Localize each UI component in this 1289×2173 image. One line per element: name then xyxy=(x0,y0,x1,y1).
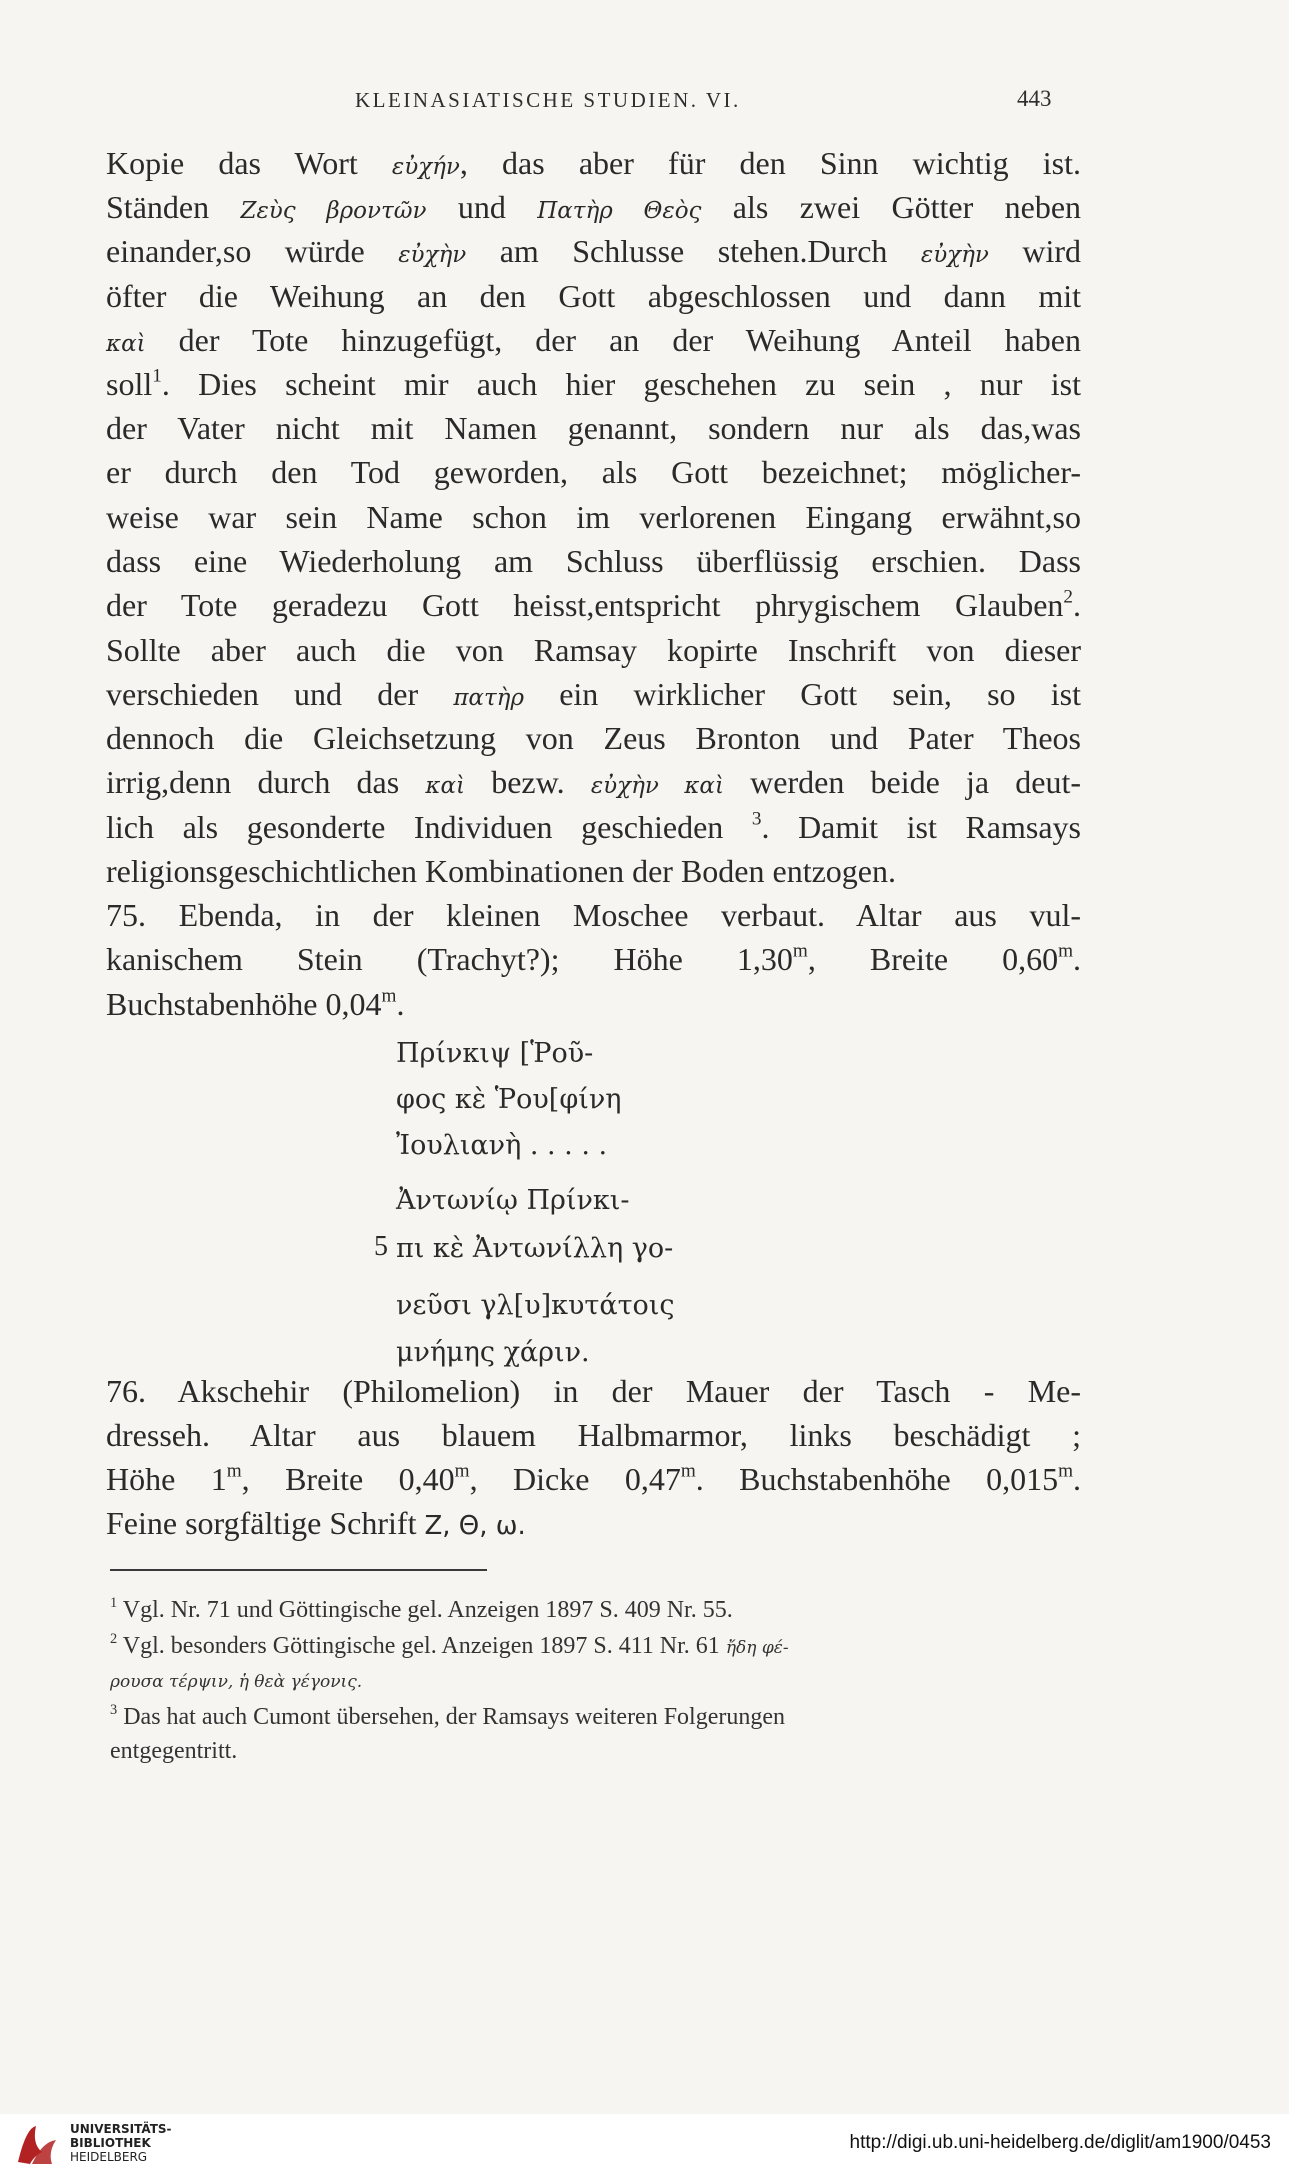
body-line-13: verschieden und der πατὴρ ein wirklicher Gott sein, so ist xyxy=(106,676,1081,712)
footnote-ref-3: 3 xyxy=(751,808,762,830)
body-line-7: der Vater nicht mit Namen genannt, sondern nur als das,was xyxy=(106,410,1081,446)
body-line-15: irrig,denn durch das καὶ bezw. εὐχὴν καὶ werden beide ja deut- xyxy=(106,764,1082,800)
body-line-23: Höhe 1$^m$, Breite 0,40$^m$, Dicke 0,47$^m$. Buchstabenhöhe 0,015$^m$. xyxy=(106,1460,1081,1497)
inscription-line-5: πι κὲ Ἀντωνίλλη γο- xyxy=(396,1233,674,1264)
body-line-22: dresseh. Altar aus blauem Halbmarmor, links beschädigt ; xyxy=(106,1417,1081,1453)
body-line-6: soll$^1$. Dies scheint mir auch hier geschehen zu sein , nur ist xyxy=(106,365,1081,402)
footnote-ref-2: 2 xyxy=(1063,586,1073,608)
body-line-9: weise war sein Name schon im verlorenen Eingang erwähnt,so xyxy=(106,499,1081,535)
body-line-20: Buchstabenhöhe 0,04$^m$. xyxy=(106,985,405,1022)
body-line-2: Ständen Ζεὺς βροντῶν und Πατὴρ Θεὸς als zwei Götter neben xyxy=(106,189,1082,225)
inscription-line-number: 5 xyxy=(374,1231,388,1262)
body-line-5: καὶ der Tote hinzugefügt, der an der Weihung Anteil haben xyxy=(106,322,1081,358)
body-line-4: öfter die Weihung an den Gott abgeschlossen und dann mit xyxy=(106,278,1081,314)
inscription-line-1: Πρίνκιψ [Ῥοῦ- xyxy=(396,1038,594,1069)
body-line-16: lich als gesonderte Individuen geschieden $^3$. Damit ist Ramsays xyxy=(106,808,1082,845)
body-line-18: 75. Ebenda, in der kleinen Moschee verbaut. Altar aus vul- xyxy=(106,897,1081,933)
footnote-1: $^1$ Vgl. Nr. 71 und Göttingische gel. Anzeigen 1897 S. 409 Nr. 55. xyxy=(110,1594,733,1623)
university-library-logo-icon xyxy=(12,2122,60,2168)
footnote-divider xyxy=(110,1569,487,1571)
digital-library-url[interactable]: http://digi.ub.uni-heidelberg.de/diglit/am1900/0453 xyxy=(849,2132,1271,2153)
body-line-24: Feine sorgfältige Schrift Ζ, Θ, ω. xyxy=(106,1505,526,1541)
footnote-ref-1: 1 xyxy=(152,365,162,387)
body-line-14: dennoch die Gleichsetzung von Zeus Bronton und Pater Theos xyxy=(106,720,1081,756)
footnote-3: $^3$ Das hat auch Cumont übersehen, der Ramsays weiteren Folgerungen xyxy=(110,1701,786,1730)
body-line-19: kanischem Stein (Trachyt?); Höhe 1,30$^m$, Breite 0,60$^m$. xyxy=(106,940,1082,977)
body-line-12: Sollte aber auch die von Ramsay kopirte Inschrift von dieser xyxy=(106,632,1081,668)
body-line-3: einander,so würde εὐχὴν am Schlusse stehen.Durch εὐχὴν wird xyxy=(106,233,1081,269)
body-line-1: Kopie das Wort εὐχήν, das aber für den Sinn wichtig ist. xyxy=(106,145,1082,181)
inscription-line-7: μνήμης χάριν. xyxy=(396,1337,590,1368)
body-line-8: er durch den Tod geworden, als Gott bezeichnet; möglicher- xyxy=(106,454,1081,490)
body-line-21: 76. Akschehir (Philomelion) in der Mauer der Tasch - Me- xyxy=(106,1373,1081,1409)
inscription-line-3: Ἰουλιανὴ . . . . . xyxy=(396,1130,608,1161)
inscription-line-6: νεῦσι γλ[υ]κυτάτοις xyxy=(396,1290,675,1321)
footnote-2: $^2$ Vgl. besonders Göttingische gel. Anzeigen 1897 S. 411 Nr. 61 ἤδη φέ- xyxy=(110,1630,789,1659)
page-number: 443 xyxy=(1017,86,1052,111)
footnote-2-continued: ρουσα τέρψιν, ἡ θεὰ γέγονις. xyxy=(110,1672,363,1692)
body-line-11: der Tote geradezu Gott heisst,entspricht phrygischem Glauben$^2$. xyxy=(106,586,1081,623)
running-title: KLEINASIATISCHE STUDIEN. VI. xyxy=(355,88,741,112)
inscription-line-2: φος κὲ Ῥου[φίνη xyxy=(396,1084,622,1115)
library-name: UNIVERSITÄTS- BIBLIOTHEK HEIDELBERG xyxy=(70,2122,172,2164)
inscription-line-4: Ἀντωνίῳ Πρίνκι- xyxy=(396,1185,630,1216)
footnote-3-continued: entgegentritt. xyxy=(110,1738,238,1764)
body-line-10: dass eine Wiederholung am Schluss überflüssig erschien. Dass xyxy=(106,543,1081,579)
body-line-17: religionsgeschichtlichen Kombinationen der Boden entzogen. xyxy=(106,853,896,889)
